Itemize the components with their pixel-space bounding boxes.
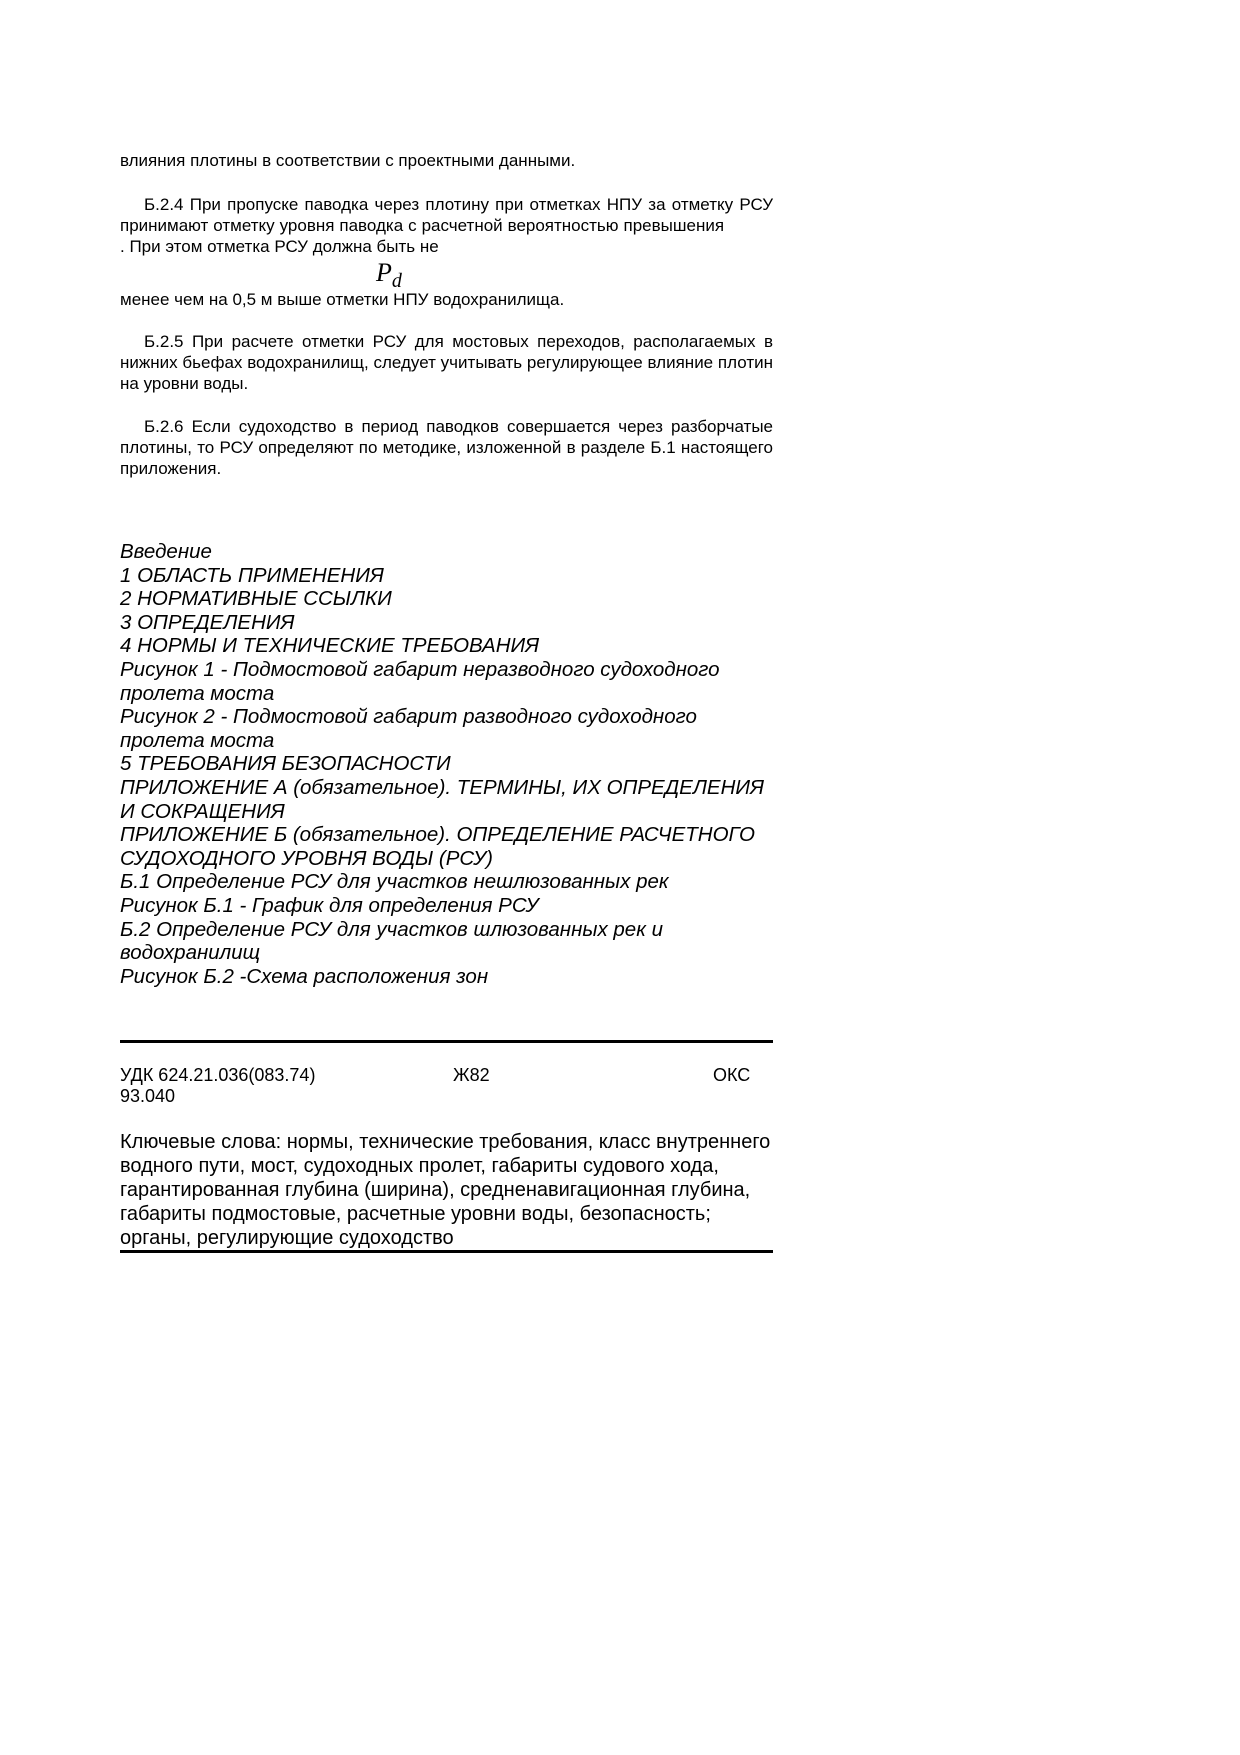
- toc-item[interactable]: 3 ОПРЕДЕЛЕНИЯ: [120, 610, 295, 634]
- paragraph-b23-end: влияния плотины в соответствии с проектными данными.: [120, 151, 576, 170]
- top-divider: [120, 1040, 773, 1043]
- table-of-contents: [120, 540, 780, 988]
- paragraph-b24-last: [120, 289, 773, 310]
- group-code: Ж82: [453, 1065, 490, 1085]
- toc-item[interactable]: Введение: [120, 540, 212, 563]
- toc-item[interactable]: 4 НОРМЫ И ТЕХНИЧЕСКИЕ ТРЕБОВАНИЯ: [120, 634, 540, 658]
- paragraph-b24: [120, 194, 773, 257]
- paragraph-b24-line3: менее чем на 0,5 м выше отметки НПУ водохранилища.: [120, 290, 565, 309]
- keywords: Ключевые слова: нормы, технические требования, класс внутреннего водного пути, мост, судоходных пролет, габариты судового хода, гарантированная глубина (ширина), средненавигационная глубина, габариты подмостовые, расчетные уровни воды, безопасность; органы, регулирующие судоходство: [120, 1131, 771, 1249]
- toc-item[interactable]: Рисунок Б.1 - График для определения РСУ: [120, 893, 539, 917]
- toc-item[interactable]: Рисунок 1 - Подмостовой габарит неразводного судоходного пролета моста: [120, 657, 720, 705]
- classification-block: [120, 1065, 773, 1107]
- oks-label: ОКС: [713, 1065, 751, 1085]
- body-text: [120, 150, 773, 171]
- toc-item[interactable]: 2 НОРМАТИВНЫЕ ССЫЛКИ: [120, 587, 392, 611]
- toc-item[interactable]: Б.1 Определение РСУ для участков нешлюзованных рек: [120, 870, 669, 894]
- toc-item[interactable]: Рисунок Б.2 -Схема расположения зон: [120, 964, 489, 988]
- formula-subscript: d: [391, 270, 402, 292]
- paragraph-b25-wrap: [120, 331, 773, 394]
- bottom-divider: [120, 1250, 773, 1253]
- toc-item[interactable]: Б.2 Определение РСУ для участков шлюзованных рек и водохранилищ: [120, 917, 663, 965]
- toc-item[interactable]: ПРИЛОЖЕНИЕ А (обязательное). ТЕРМИНЫ, ИХ ОПРЕДЕЛЕНИЯ И СОКРАЩЕНИЯ: [120, 775, 765, 823]
- paragraph-b26-wrap: [120, 416, 773, 479]
- paragraph-b25: Б.2.5 При расчете отметки РСУ для мостовых переходов, располагаемых в нижних бьефах водохранилищ, следует учитывать регулирующее влияние плотин на уровни воды.: [120, 332, 773, 393]
- paragraph-b24-text-cont: . При этом отметка РСУ должна быть не: [120, 237, 439, 256]
- toc-item[interactable]: ПРИЛОЖЕНИЕ Б (обязательное). ОПРЕДЕЛЕНИЕ РАСЧЕТНОГО СУДОХОДНОГО УРОВНЯ ВОДЫ (РСУ): [120, 823, 755, 870]
- oks-value: 93.040: [120, 1086, 176, 1106]
- formula-symbol: P: [376, 258, 392, 287]
- udk-code: УДК 624.21.036(083.74): [120, 1065, 316, 1085]
- toc-item[interactable]: 1 ОБЛАСТЬ ПРИМЕНЕНИЯ: [120, 563, 384, 587]
- paragraph-b24-text: Б.2.4 При пропуске паводка через плотину при отметках НПУ за отметку РСУ принимают отметку уровня паводка с расчетной вероятностью превышения: [120, 195, 773, 235]
- paragraph-b26: Б.2.6 Если судоходство в период паводков совершается через разборчатые плотины, то РСУ определяют по методике, изложенной в разделе Б.1 настоящего приложения.: [120, 417, 773, 478]
- toc-item[interactable]: Рисунок 2 - Подмостовой габарит разводного судоходного пролета моста: [120, 705, 697, 752]
- toc-item[interactable]: 5 ТРЕБОВАНИЯ БЕЗОПАСНОСТИ: [120, 752, 451, 776]
